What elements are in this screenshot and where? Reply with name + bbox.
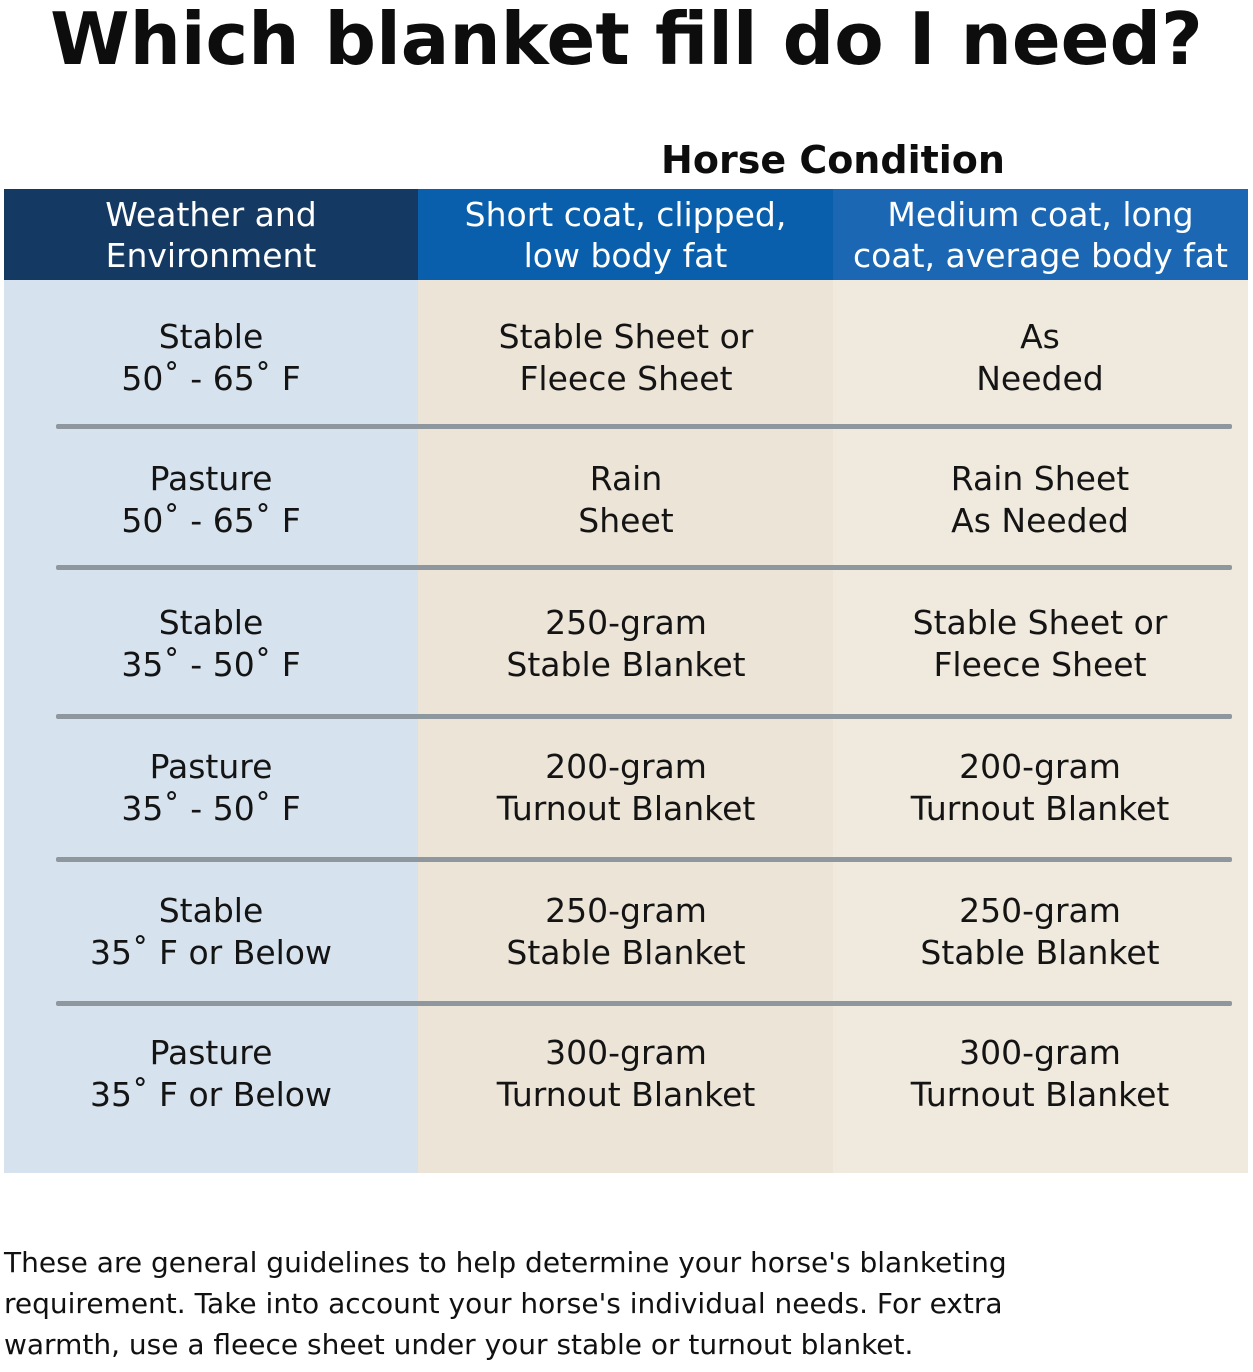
medium-coat-cell: Rain Sheet As Needed — [950, 459, 1130, 540]
medium-coat-cell: As Needed — [976, 317, 1104, 398]
header-weather-environment — [4, 189, 418, 280]
weather-cell: Pasture 35˚ F or Below — [90, 1033, 332, 1114]
blanket-fill-table — [4, 189, 1248, 1173]
header-short-coat — [418, 189, 833, 280]
weather-cell: Stable 35˚ - 50˚ F — [121, 603, 301, 684]
medium-coat-cell: Stable Sheet or Fleece Sheet — [912, 603, 1168, 684]
short-coat-cell: 200-gram Turnout Blanket — [496, 747, 756, 828]
weather-cell: Stable 35˚ F or Below — [90, 891, 332, 972]
header-label: Short coat, clipped, low body fat — [464, 194, 787, 275]
weather-cell: Pasture 50˚ - 65˚ F — [121, 459, 301, 540]
medium-coat-cell: 300-gram Turnout Blanket — [910, 1033, 1170, 1114]
weather-cell: Stable 50˚ - 65˚ F — [121, 317, 301, 398]
short-coat-cell: 250-gram Stable Blanket — [506, 603, 746, 684]
row-divider — [56, 565, 1232, 570]
medium-coat-cell: 250-gram Stable Blanket — [920, 891, 1160, 972]
page-title: Which blanket fill do I need? — [50, 0, 1203, 81]
short-coat-cell: Rain Sheet — [578, 459, 674, 540]
row-divider — [56, 424, 1232, 429]
row-divider — [56, 857, 1232, 862]
medium-coat-cell: 200-gram Turnout Blanket — [910, 747, 1170, 828]
short-coat-cell: 300-gram Turnout Blanket — [496, 1033, 756, 1114]
short-coat-cell: 250-gram Stable Blanket — [506, 891, 746, 972]
row-divider — [56, 1001, 1232, 1006]
header-label: Weather and Environment — [105, 194, 317, 275]
short-coat-cell: Stable Sheet or Fleece Sheet — [498, 317, 754, 398]
header-medium-coat — [833, 189, 1248, 280]
weather-cell: Pasture 35˚ - 50˚ F — [121, 747, 301, 828]
guideline-footnote: These are general guidelines to help determine your horse's blanketing requirement. Take into account your horse's individual needs. For extra warmth, use a fleece sheet under your stable or turnout blanket. — [4, 1246, 1007, 1361]
row-divider — [56, 714, 1232, 719]
horse-condition-heading: Horse Condition — [661, 138, 1005, 182]
header-label: Medium coat, long coat, average body fat — [853, 194, 1228, 275]
